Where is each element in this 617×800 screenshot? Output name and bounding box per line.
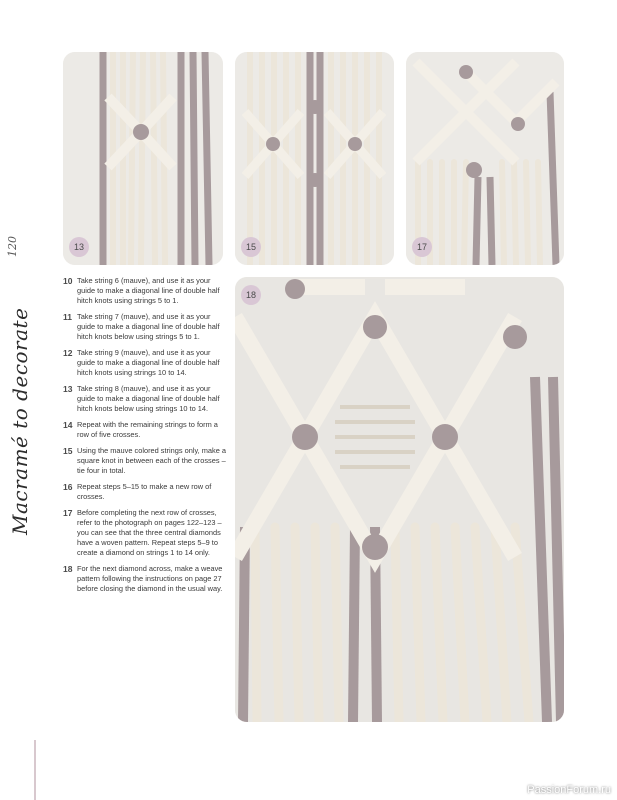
instruction-steps — [63, 276, 229, 600]
step-text: For the next diamond across, make a weave pattern following the instructions on page 27 before closing the diamond in the usual way. — [77, 564, 223, 593]
page-number: 120 — [6, 236, 19, 257]
step-item — [63, 348, 229, 378]
step-number: 13 — [63, 384, 73, 394]
step-number: 15 — [63, 446, 73, 456]
step-text: Take string 6 (mauve), and use it as your guide to make a diagonal line of double half hitch knots using strings 5 to 1. — [77, 276, 220, 305]
step-text: Take string 9 (mauve), and use it as your guide to make a diagonal line of double half hitch knots using strings 10 to 14. — [77, 348, 220, 377]
step-number: 18 — [63, 564, 73, 574]
step-number: 17 — [63, 508, 73, 518]
photo-step-13 — [63, 52, 223, 265]
step-text: Repeat with the remaining strings to form a row of five crosses. — [77, 420, 218, 439]
book-title: Macramé to decorate — [8, 307, 32, 535]
step-text: Repeat steps 5–15 to make a new row of crosses. — [77, 482, 212, 501]
step-text: Take string 8 (mauve), and use it as your guide to make a diagonal line of double half hitch knots below using strings 10 to 14. — [77, 384, 220, 413]
margin-rule — [34, 740, 36, 800]
step-text: Before completing the next row of crosses, refer to the photograph on pages 122–123 – you can see that the three central diamonds have a woven pattern. Repeat steps 5–9 to create a diamond on strings 1 to 14 only. — [77, 508, 222, 557]
step-text: Using the mauve colored strings only, make a square knot in between each of the crosses – tie four in total. — [77, 446, 226, 475]
macrame-photo-13 — [63, 52, 223, 265]
watermark: PassionForum.ru — [527, 784, 611, 796]
page-sidebar — [0, 235, 40, 535]
step-item — [63, 276, 229, 306]
step-item — [63, 312, 229, 342]
step-badge: 18 — [241, 285, 261, 305]
step-item — [63, 564, 229, 594]
step-item — [63, 482, 229, 502]
macrame-photo-17 — [406, 52, 564, 265]
step-item — [63, 446, 229, 476]
photo-step-17 — [406, 52, 564, 265]
step-text: Take string 7 (mauve), and use it as your guide to make a diagonal line of double half hitch knots below using strings 5 to 1. — [77, 312, 220, 341]
step-badge: 13 — [69, 237, 89, 257]
step-number: 16 — [63, 482, 73, 492]
step-number: 10 — [63, 276, 73, 286]
step-badge: 17 — [412, 237, 432, 257]
photo-step-18 — [235, 277, 564, 722]
macrame-photo-18 — [235, 277, 564, 722]
step-item — [63, 384, 229, 414]
step-badge: 15 — [241, 237, 261, 257]
step-item — [63, 420, 229, 440]
step-number: 14 — [63, 420, 73, 430]
step-number: 11 — [63, 312, 72, 322]
step-item — [63, 508, 229, 558]
macrame-photo-15 — [235, 52, 394, 265]
photo-step-15 — [235, 52, 394, 265]
step-number: 12 — [63, 348, 73, 358]
